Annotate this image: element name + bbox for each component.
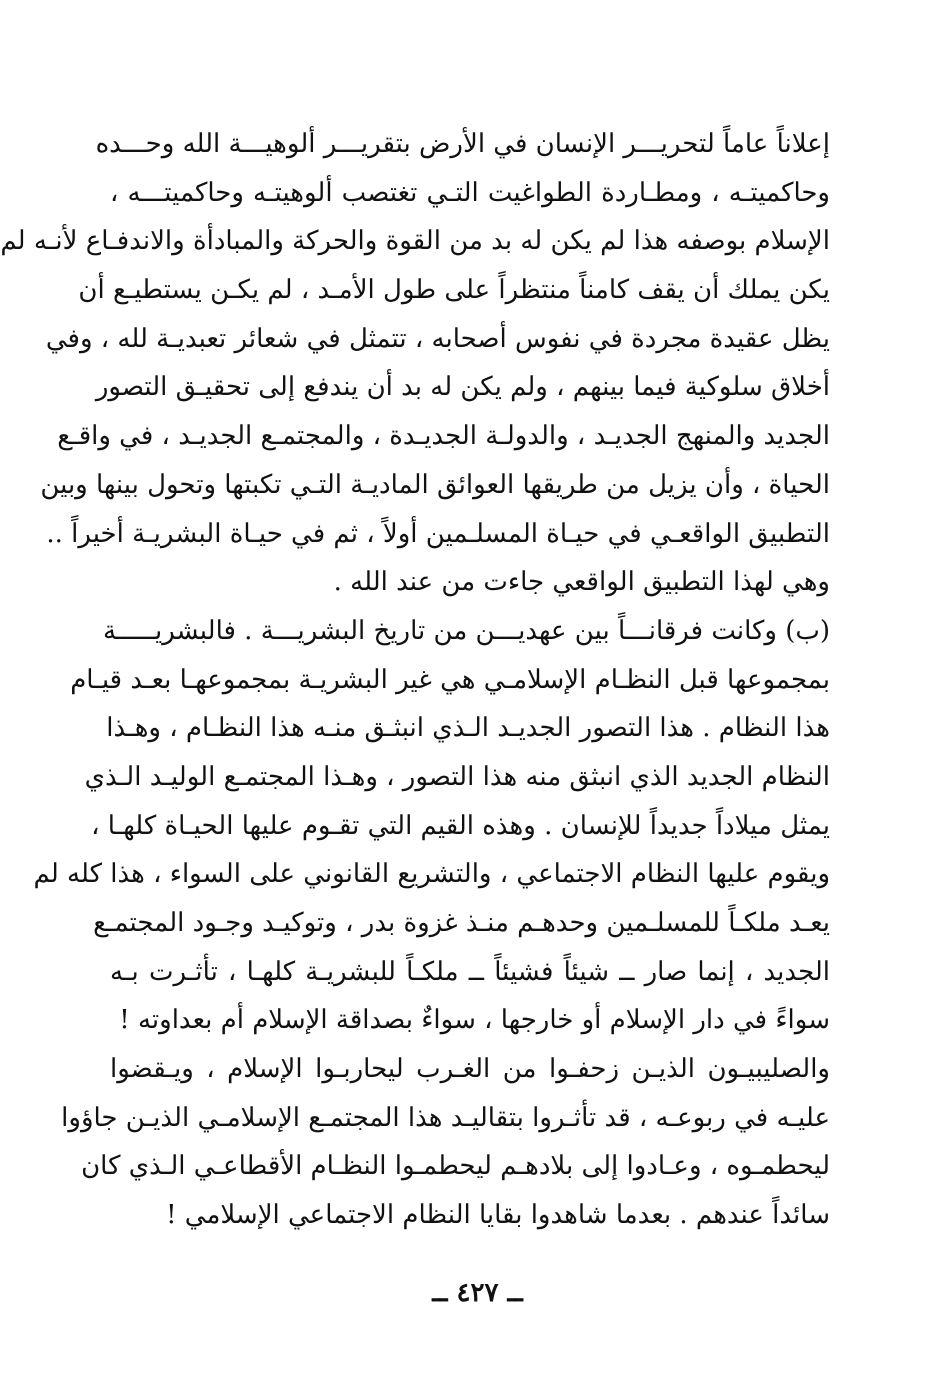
text-line: (ب) وكانت فرقانـــاً بين عهديـــن من تاريخ البشريـــة . فالبشريـــــة — [103, 615, 830, 646]
text-line: هذا النظام . هذا التصور الجديـد الـذي انبثـق منـه هذا النظـام ، وهـذا — [106, 713, 830, 744]
text-line: يعـد ملكـاً للمسلـمين وحدهـم منـذ غزوة بدر ، وتوكيـد وجـود المجتمـع — [93, 908, 830, 938]
text-line: يمثل ميلاداً جديداً للإنسان . وهذه القيم التي تقـوم عليها الحيـاة كلهـا ، — [91, 810, 830, 841]
text-line: إعلاناً عاماً لتحريـــر الإنسان في الأرض بتقريـــر ألوهيـــة الله وحـــده — [95, 129, 830, 159]
text-line: سائداً عندهم . بعدما شاهدوا بقايا النظام الاجتماعي الإسلامي ! — [166, 1200, 830, 1231]
text-line: ليحطمـوه ، وعـادوا إلى بلادهـم ليحطمـوا النظـام الأقطاعـي الـذي كان — [81, 1151, 830, 1182]
text-line: أخلاق سلوكية فيما بينهم ، ولم يكن له بد أن يندفع إلى تحقيـق التصور — [95, 372, 830, 403]
text-line: الجديد والمنهج الجديـد ، والدولـة الجديـدة ، والمجتمـع الجديـد ، في واقـع — [57, 421, 830, 452]
text-line: الجديد ، إنما صار ــ شيئاً فشيئاً ــ ملكـاً للبشريـة كلهـا ، تأثـرت بـه — [110, 956, 830, 987]
text-line: وحاكميتـه ، ومطـاردة الطواغيت التـي تغتصب ألوهيتـه وحاكميتـــه ، — [110, 177, 830, 208]
text-line: وهي لهذا التطبيق الواقعي جاءت من عند الله . — [333, 567, 830, 598]
text-line: يظل عقيدة مجردة في نفوس أصحابه ، تتمثل في شعائر تعبديـة لله ، وفي — [45, 323, 830, 354]
text-line: التطبيق الواقعـي في حيـاة المسلـمين أولاً ، ثم في حيـاة البشريـة أخيراً .. — [46, 518, 830, 549]
text-line: يكن يملك أن يقف كامناً منتظراً على طول الأمـد ، لم يكـن يستطيـع أن — [78, 275, 830, 306]
text-line: ويقوم عليها النظام الاجتماعي ، والتشريع القانوني على السواء ، هذا كله لم — [33, 859, 830, 890]
body-text — [0, 120, 830, 1240]
text-line: بمجموعها قبل النظـام الإسلامـي هي غير البشريـة بمجموعهـا بعـد قيـام — [70, 664, 830, 695]
text-line: الإسلام بوصفه هذا لم يكن له بد من القوة والحركة والمبادأة والاندفـاع لأنـه لم — [0, 226, 830, 257]
text-line: عليـه في ربوعـه ، قد تأثـروا بتقاليـد هذا المجتمـع الإسلامـي الذيـن جاؤوا — [61, 1102, 830, 1133]
page-number: ــ ٤٢٧ ــ — [432, 1278, 523, 1308]
text-line: سواءً في دار الإسلام أو خارجها ، سواءٌ بصداقة الإسلام أم بعداوته ! — [119, 1005, 830, 1036]
text-line: الحياة ، وأن يزيل من طريقها العوائق الماديـة التـي تكبتها وتحول بينها وبين — [40, 469, 830, 500]
text-line: النظام الجديد الذي انبثق منه هذا التصور ، وهـذا المجتمـع الوليـد الـذي — [84, 761, 830, 792]
text-line: والصليبيـون الذيـن زحفـوا من الغـرب ليحاربـوا الإسلام ، ويـقضوا — [110, 1054, 830, 1085]
